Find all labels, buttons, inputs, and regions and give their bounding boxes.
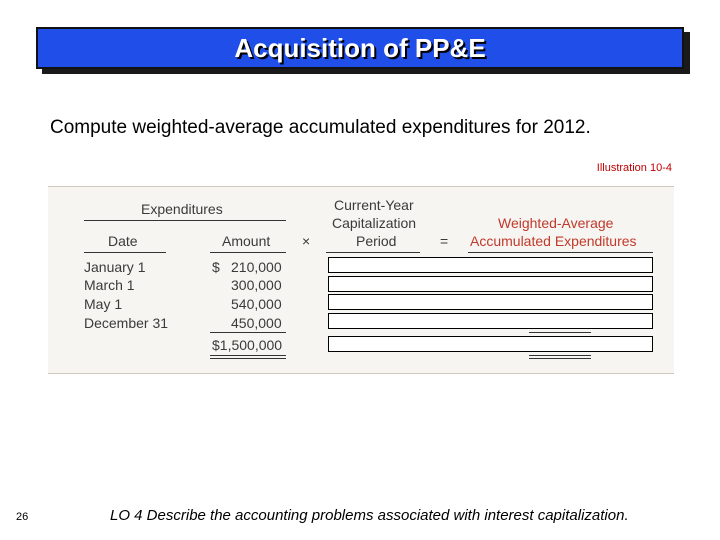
total-amount: $1,500,000 [212, 337, 283, 353]
amount-header: Amount [222, 233, 271, 249]
result-total-double-rule-1 [529, 355, 591, 356]
total-double-rule-2 [210, 358, 286, 359]
row-amount: 210,000 [231, 259, 282, 275]
illustration-label: Illustration 10-4 [596, 162, 672, 174]
row-amount: 540,000 [231, 296, 282, 312]
panel-bottom-rule [48, 373, 674, 374]
period-header-line3: Period [356, 233, 397, 249]
row-amount: 300,000 [231, 277, 282, 293]
row-date: March 1 [84, 277, 135, 293]
slide-subtitle: Compute weighted-average accumulated expenditures for 2012. [50, 117, 591, 138]
times-symbol: × [302, 233, 311, 249]
row-amount: 450,000 [231, 315, 282, 331]
expenditures-header-rule [84, 220, 286, 221]
total-double-rule-1 [210, 355, 286, 356]
result-header-line2: Accumulated Expenditures [470, 233, 637, 249]
result-header-rule [468, 252, 653, 253]
period-header-line1: Current-Year [334, 197, 414, 213]
row-date: December 31 [84, 315, 169, 331]
row-currency: $ [212, 259, 220, 275]
row-date: May 1 [84, 296, 123, 312]
answer-box [328, 257, 653, 273]
answer-box [328, 294, 653, 310]
slide-title: Acquisition of PP&E [234, 32, 486, 63]
title-banner [36, 27, 684, 69]
learning-objective-footer: LO 4 Describe the accounting problems associated with interest capitalization. [110, 507, 629, 524]
expenditures-table [48, 186, 674, 374]
answer-box [328, 313, 653, 329]
result-total-top-rule [529, 332, 591, 333]
panel-top-rule [48, 186, 674, 187]
slide-number: 26 [16, 511, 29, 523]
period-header-rule [326, 252, 420, 253]
date-header: Date [108, 233, 138, 249]
equals-symbol: = [440, 233, 449, 249]
answer-box [328, 336, 653, 352]
result-header-line1: Weighted-Average [498, 215, 614, 231]
expenditures-header: Expenditures [141, 201, 223, 217]
answer-box [328, 276, 653, 292]
total-top-rule [210, 332, 286, 333]
row-date: January 1 [84, 259, 146, 275]
result-total-double-rule-2 [529, 358, 591, 359]
period-header-line2: Capitalization [332, 215, 417, 231]
amount-header-rule [210, 252, 286, 253]
date-header-rule [84, 252, 166, 253]
